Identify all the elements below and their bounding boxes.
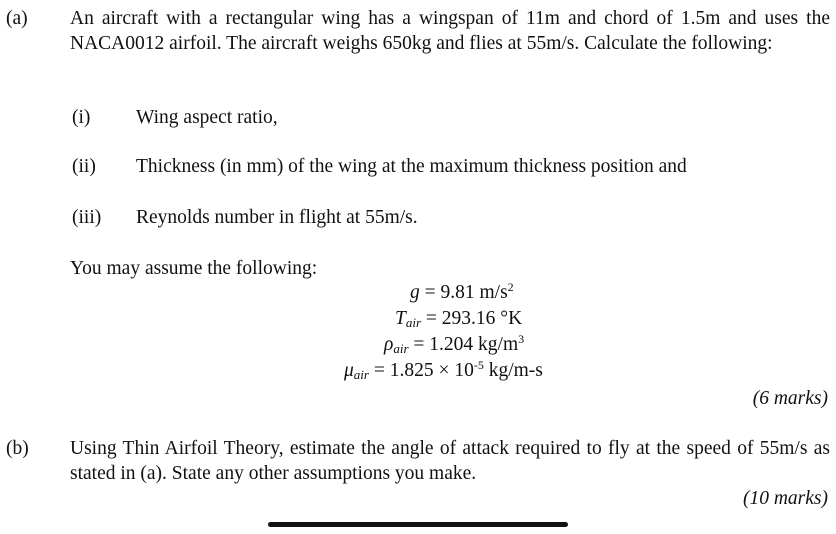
assumptions-heading: You may assume the following: (70, 258, 318, 279)
equation-temperature (395, 308, 522, 330)
part-b-label: (b) (6, 438, 29, 459)
part-a-intro: An aircraft with a rectangular wing has a wingspan of 11m and chord of 1.5m and uses the NACA0012 airfoil. The aircraft weighs 650kg and flies at 55m/s. Calculate the following: (70, 8, 830, 54)
item-iii-text: Reynolds number in flight at 55m/s. (136, 207, 418, 228)
equation-gravity (410, 282, 514, 304)
temperature-symbol: T (395, 308, 406, 329)
viscosity-value: = 1.825 × 10 (368, 360, 474, 381)
part-b-text: Using Thin Airfoil Theory, estimate the angle of attack required to fly at the speed of 55m/s as stated in (a). State any other assumptions you make. (70, 438, 830, 484)
gravity-exponent: 2 (507, 280, 514, 294)
item-ii-number: (ii) (72, 156, 96, 177)
equation-viscosity (344, 360, 543, 382)
viscosity-subscript: air (353, 367, 369, 382)
equation-density (384, 334, 524, 356)
item-ii-text: Thickness (in mm) of the wing at the maximum thickness position and (136, 156, 687, 177)
viscosity-unit: kg/m-s (483, 360, 543, 381)
item-i-number: (i) (72, 107, 91, 128)
gravity-value: = 9.81 m/s (419, 282, 508, 303)
temperature-value: = 293.16 °K (421, 308, 523, 329)
home-indicator-bar[interactable] (268, 522, 568, 527)
item-i-text: Wing aspect ratio, (136, 107, 278, 128)
viscosity-symbol: μ (344, 360, 354, 381)
density-exponent: 3 (518, 332, 525, 346)
gravity-symbol: g (410, 282, 420, 303)
item-iii-number: (iii) (72, 207, 102, 228)
density-subscript: air (393, 341, 409, 356)
density-value: = 1.204 kg/m (408, 334, 519, 355)
part-a-marks: (6 marks) (752, 388, 828, 409)
density-symbol: ρ (384, 334, 394, 355)
part-a-label: (a) (6, 8, 28, 29)
viscosity-exponent: -5 (473, 358, 484, 372)
temperature-subscript: air (405, 315, 422, 330)
part-b-marks: (10 marks) (742, 488, 828, 509)
